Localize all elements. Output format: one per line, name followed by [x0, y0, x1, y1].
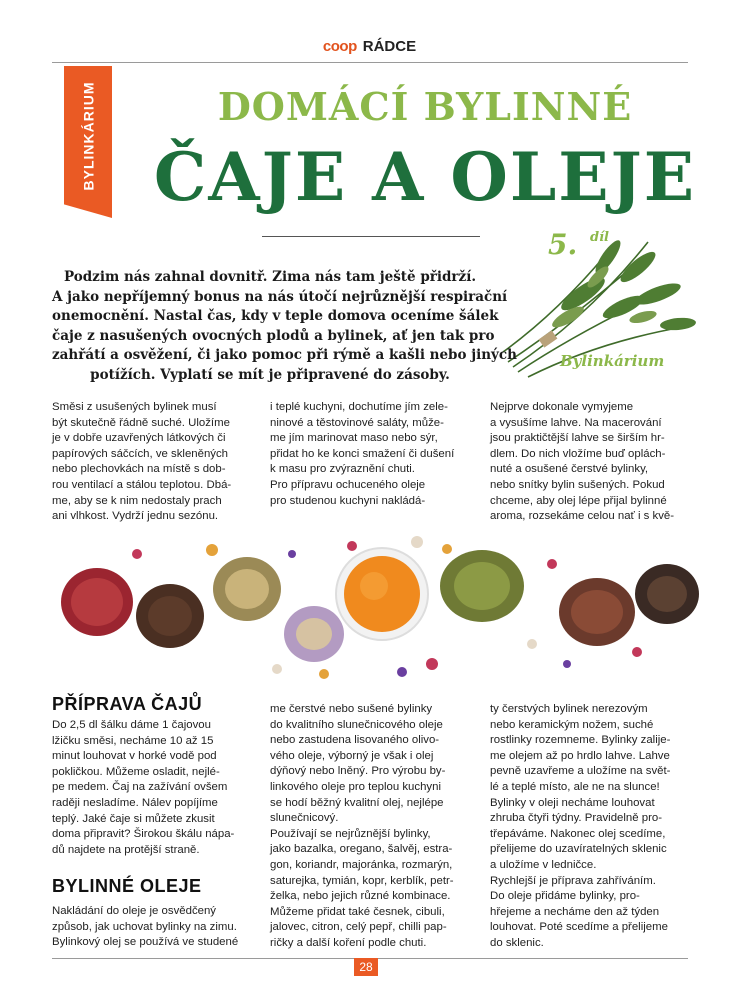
ribbon-text: BYLINKÁRIUM — [80, 81, 96, 191]
lead-line: A jako nepříjemný bonus na nás útočí nejrůznější respirační — [52, 288, 508, 305]
text-line: lé a teplé místo, ale ne na slunce! — [490, 780, 660, 793]
text-line: želka, nebo jejich různé kombinace. — [270, 890, 451, 903]
text-line: nebo zastudena lisovaného olivo- — [270, 734, 440, 747]
top-column-2 — [270, 400, 470, 509]
text-line: nebo keramickým nožem, suché — [490, 718, 654, 731]
text-line: louhovat. Poté scedíme a přelijeme — [490, 921, 668, 934]
text-line: přidat ho ke konci smažení či dušení — [270, 447, 455, 460]
text-line: dů najdete na protější straně. — [52, 843, 200, 856]
text-line: Bylinkový olej se používá ve studené — [52, 936, 239, 949]
text-line: dýňový nebo lněný. Pro výrobu by- — [270, 765, 446, 778]
text-line: rou ventilací a stálou teplotou. Dbá- — [52, 478, 232, 491]
section-heading-tea: PŘÍPRAVA ČAJŮ — [52, 694, 203, 714]
text-line: nuté a osušené čerstvé bylinky, — [490, 463, 649, 476]
text-line: papírových sáčcích, ve skleněných — [52, 447, 229, 460]
bottom-column-3 — [490, 702, 690, 952]
text-line: gon, koriandr, majoránka, rozmarýn, — [270, 858, 453, 871]
brand-section-label: RÁDCE — [362, 38, 417, 55]
text-line: me olejem až po hrdlo lahve. Lahve — [490, 749, 670, 762]
tea-spread-image — [52, 524, 702, 694]
text-line: hřejeme a necháme den až týden — [490, 905, 660, 918]
top-column-3 — [490, 400, 690, 525]
text-line: Rychlejší je příprava zahříváním. — [490, 874, 656, 887]
text-line: doma připravit? Širokou škálu nápa- — [52, 828, 235, 841]
text-line: Můžeme přidat také česnek, cibuli, — [270, 905, 445, 918]
text-line: jsou praktičtější lahve se širším hr- — [490, 432, 665, 445]
text-line: do sklenic. — [490, 936, 544, 949]
title-divider — [262, 236, 480, 237]
part-number: 5. — [548, 228, 578, 261]
text-line: me, aby se k nim nedostaly prach — [52, 494, 222, 507]
text-line: způsob, jak uchovat bylinky na zimu. — [52, 920, 237, 933]
part-suffix: díl — [590, 230, 609, 245]
coop-logo: coop — [322, 38, 357, 55]
text-line: a uložíme v ledničce. — [490, 858, 597, 871]
bottom-column-2 — [270, 702, 470, 952]
text-line: být skutečně řádně suché. Uložíme — [52, 416, 230, 429]
text-line: Pro přípravu ochuceného oleje — [270, 478, 426, 491]
lead-paragraph — [52, 268, 517, 386]
text-line: se hodí běžný kvalitní olej, nejlépe — [270, 796, 444, 809]
page-number: 28 — [354, 958, 378, 976]
text-line: teplý. Jaké čaje si můžete zkusit — [52, 812, 215, 825]
text-line: chceme, aby olej lépe přijal bylinné — [490, 494, 667, 507]
lead-line: Podzim nás zahnal dovnitř. Zima nás tam ještě přidrží. — [63, 269, 477, 285]
text-line: nebo snítky bylin sušených. Pokud — [490, 478, 665, 491]
top-column-1 — [52, 400, 250, 525]
text-line: me čerstvé nebo sušené bylinky — [270, 703, 433, 715]
text-line: do kvalitního slunečnicového oleje — [270, 718, 443, 731]
text-line: lžičku směsi, necháme 10 až 15 — [52, 734, 214, 747]
text-line: a vysušíme lahve. Na macerování — [490, 416, 662, 429]
text-line: pevně uzavřeme a uložíme na svět- — [490, 765, 671, 778]
text-line: saturejka, tymián, kopr, kerblík, petr- — [270, 874, 454, 887]
lead-line: onemocnění. Nastal čas, kdy v teple domova oceníme šálek — [52, 308, 499, 325]
lead-line: zahřátí a osvěžení, či jako pomoc při rýmě a kašli nebo jiných — [52, 347, 517, 364]
text-line: nebo plechovkách na místě s dob- — [52, 463, 226, 476]
text-line: slunečnicový. — [270, 812, 339, 825]
section-oils-text — [52, 904, 250, 951]
brand-header — [0, 38, 739, 55]
text-line: rostlinky rozemneme. Bylinky zalije- — [490, 734, 671, 747]
series-label: Bylinkárium — [560, 352, 665, 370]
text-line: k masu pro zvýraznění chuti. — [270, 463, 415, 476]
text-line: Do oleje přidáme bylinky, pro- — [490, 890, 640, 903]
text-line: zhruba čtyři týdny. Pravidelně pro- — [490, 812, 662, 825]
text-line: i teplé kuchyni, dochutíme jím zele- — [270, 401, 448, 413]
text-line: ani vlhkost. Vydrží jednu sezónu. — [52, 510, 219, 523]
page-title-line2: ČAJE A OLEJE — [153, 138, 697, 216]
text-line: jalovec, citron, celý pepř, chilli pap- — [270, 921, 447, 934]
text-line: Bylinky v oleji necháme louhovat — [490, 796, 655, 809]
text-line: Do 2,5 dl šálku dáme 1 čajovou — [52, 719, 211, 731]
text-line: aroma, rozsekáme celou nať i s kvě- — [490, 510, 675, 523]
text-line: Používají se nejrůznější bylinky, — [270, 827, 431, 840]
text-line: je v dobře uzavřených látkových či — [52, 432, 226, 445]
header-divider — [52, 62, 688, 63]
text-line: dlem. Do nich vložíme buď oplách- — [490, 447, 666, 460]
text-line: ninové a těstovinové saláty, může- — [270, 416, 444, 429]
text-line: ričky a další koření podle chuti. — [270, 936, 427, 949]
text-line: pe medem. Čaj na zažívání ovšem — [52, 781, 228, 794]
lead-line: potížích. Vyplatí se mít je připravené do zásoby. — [90, 366, 450, 383]
text-line: ty čerstvých bylinek nerezovým — [490, 703, 648, 715]
text-line: linkového oleje pro teplou kuchyni — [270, 780, 441, 793]
text-line: třepáváme. Nakonec olej scedíme, — [490, 827, 666, 840]
lead-line: čaje z nasušených ovocných plodů a bylinek, ať jen tak pro — [52, 327, 495, 344]
text-line: me jím marinovat maso nebo sýr, — [270, 432, 438, 445]
text-line: Směsi z usušených bylinek musí — [52, 401, 217, 413]
section-ribbon-label — [64, 66, 112, 206]
text-line: vého oleje, výborný je však i olej — [270, 749, 434, 762]
text-line: minut louhovat v horké vodě pod — [52, 750, 217, 763]
text-line: raději nesladíme. Nálev popíjíme — [52, 796, 218, 809]
section-tea-text — [52, 718, 250, 858]
text-line: Nakládání do oleje je osvědčený — [52, 905, 217, 917]
text-line: pro studenou kuchyni nakládá- — [270, 494, 426, 507]
text-line: Nejprve dokonale vymyjeme — [490, 401, 634, 413]
section-heading-oils: BYLINNÉ OLEJE — [52, 876, 202, 896]
text-line: jako bazalka, oregano, šalvěj, estra- — [270, 843, 453, 856]
text-line: pokličkou. Můžeme osladit, nejlé- — [52, 765, 220, 778]
page-title-line1: DOMÁCÍ BYLINNÉ — [217, 84, 633, 129]
text-line: přelijeme do uzavíratelných sklenic — [490, 843, 667, 856]
